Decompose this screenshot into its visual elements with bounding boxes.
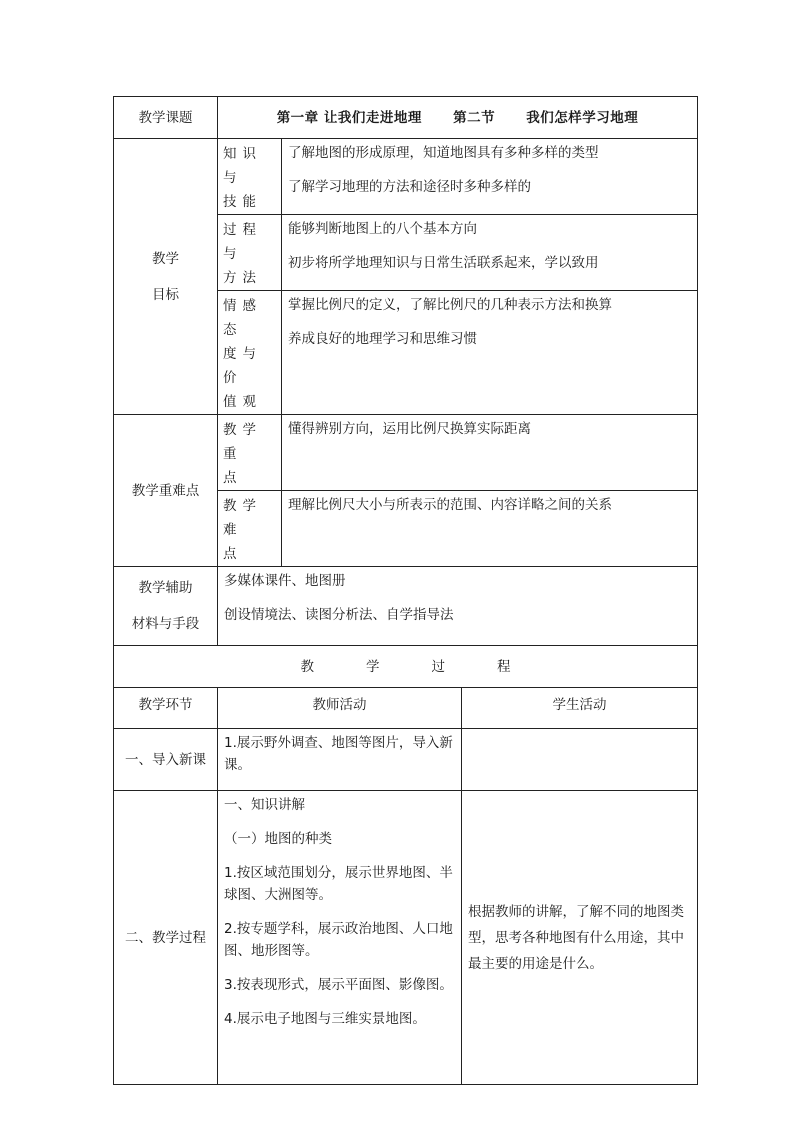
stage-main: 二、教学过程 bbox=[114, 791, 218, 1085]
key-point-content: 懂得辨别方向，运用比例尺换算实际距离 bbox=[282, 415, 698, 491]
objective-content-knowledge: 了解地图的形成原理，知道地图具有多种多样的类型 了解学习地理的方法和途径时多种多样的 bbox=[282, 139, 698, 215]
teaching-aids-label: 教学辅助 材料与手段 bbox=[114, 567, 218, 646]
difficult-point-label: 教学难 点 bbox=[218, 491, 282, 567]
student-activity-main: 根据教师的讲解，了解不同的地图类型，思考各种地图有什么用途，其中最主要的用途是什么。 bbox=[462, 791, 698, 1085]
teacher-step: 4.展示电子地图与三维实景地图。 bbox=[224, 1011, 426, 1027]
column-header-teacher: 教师活动 bbox=[218, 688, 462, 729]
process-heading: 教 学 过 程 bbox=[114, 646, 698, 688]
teacher-activity-main bbox=[218, 791, 462, 1085]
stage-intro: 一、导入新课 bbox=[114, 729, 218, 791]
objective-label-knowledge: 知识与 技能 bbox=[218, 139, 282, 215]
column-header-stage: 教学环节 bbox=[114, 688, 218, 729]
objective-label-attitude: 情感态 度与价 值观 bbox=[218, 291, 282, 415]
teaching-aids-content: 多媒体课件、地图册 创设情境法、读图分析法、自学指导法 bbox=[218, 567, 698, 646]
process-column-headers bbox=[114, 688, 698, 729]
process-row-intro bbox=[114, 729, 698, 791]
teacher-step: 3.按表现形式，展示平面图、影像图。 bbox=[224, 977, 453, 993]
chapter-title: 第一章 让我们走进地理 bbox=[276, 109, 422, 126]
lesson-label: 教学课题 bbox=[114, 97, 218, 139]
key-point-row bbox=[114, 415, 698, 491]
difficult-point-content: 理解比例尺大小与所表示的范围、内容详略之间的关系 bbox=[282, 491, 698, 567]
teaching-aids-row bbox=[114, 567, 698, 646]
lesson-title bbox=[218, 97, 698, 139]
objectives-label: 教学 目标 bbox=[114, 139, 218, 415]
objective-label-process: 过程与 方法 bbox=[218, 215, 282, 291]
lesson-plan-table bbox=[113, 96, 698, 1085]
teacher-step: 2.按专题学科，展示政治地图、人口地图、地形图等。 bbox=[224, 921, 453, 959]
objective-content-attitude: 掌握比例尺的定义，了解比例尺的几种表示方法和换算 养成良好的地理学习和思维习惯 bbox=[282, 291, 698, 415]
student-activity-intro bbox=[462, 729, 698, 791]
process-row-main bbox=[114, 791, 698, 1085]
column-header-student: 学生活动 bbox=[462, 688, 698, 729]
section-number: 第二节 bbox=[453, 109, 496, 126]
teacher-step: 1.按区域范围划分，展示世界地图、半球图、大洲图等。 bbox=[224, 865, 453, 903]
section-title: 我们怎样学习地理 bbox=[526, 109, 639, 126]
lesson-title-row bbox=[114, 97, 698, 139]
key-point-label: 教学重 点 bbox=[218, 415, 282, 491]
teacher-activity-intro: 1.展示野外调查、地图等图片，导入新课。 bbox=[218, 729, 462, 791]
key-points-label: 教学重难点 bbox=[114, 415, 218, 567]
objective-row-knowledge bbox=[114, 139, 698, 215]
teacher-step: （一）地图的种类 bbox=[224, 831, 332, 847]
objective-content-process: 能够判断地图上的八个基本方向 初步将所学地理知识与日常生活联系起来，学以致用 bbox=[282, 215, 698, 291]
teacher-step: 一、知识讲解 bbox=[224, 797, 305, 813]
process-heading-row bbox=[114, 646, 698, 688]
